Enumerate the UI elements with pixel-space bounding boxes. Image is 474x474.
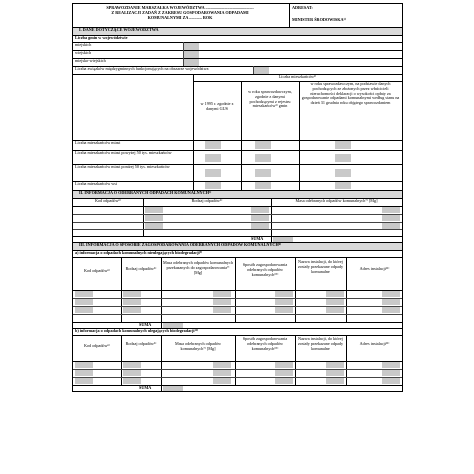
s3a-cell[interactable] (75, 291, 93, 297)
s3b-cell[interactable] (75, 362, 93, 368)
s3b-col-nazwa: Nazwa instalacji, do której zostały przekazane odpady komunalne (297, 336, 344, 351)
s3b-cell[interactable] (275, 370, 293, 376)
s3a-title: a) informacja o odpadach komunalnych nieulegających biodegradacji⁹⁾ (75, 250, 202, 255)
residents-value-cell[interactable] (205, 169, 221, 177)
report-title (75, 6, 285, 20)
s3b-cell[interactable] (382, 362, 400, 368)
residents-value-cell[interactable] (255, 141, 271, 149)
title-line-2: Z REALIZACJI ZADAŃ Z ZAKRESU GOSPODAROWANIA ODPADAMI (111, 9, 249, 15)
s3b-cell[interactable] (326, 370, 344, 376)
s2-masa-cell[interactable] (382, 215, 400, 221)
s3b-cell[interactable] (275, 362, 293, 368)
s3a-cell[interactable] (213, 291, 231, 297)
residents-value-cell[interactable] (205, 182, 221, 189)
report-form (72, 3, 403, 392)
title-line-1: SPRAWOZDANIE MARSZAŁKA WOJEWÓDZTWA .............................................. (106, 5, 254, 10)
s3a-cell[interactable] (275, 307, 293, 313)
s3b-cell[interactable] (123, 362, 141, 368)
gminy-heading: Liczba gmin w województwie (75, 35, 128, 40)
residents-value-cell[interactable] (255, 182, 271, 189)
s3a-cell[interactable] (75, 299, 93, 305)
s2-masa-cell[interactable] (382, 223, 400, 229)
gminy-value-cell[interactable] (183, 43, 199, 50)
s3a-col-nazwa: Nazwa instalacji, do której zostały przekazane odpady komunalne (297, 259, 344, 274)
residents-value-cell[interactable] (205, 141, 221, 149)
s3a-cell[interactable] (213, 299, 231, 305)
s3a-cell[interactable] (326, 299, 344, 305)
s3b-cell[interactable] (75, 370, 93, 376)
s3a-cell[interactable] (382, 291, 400, 297)
residents-row-miasta: Liczba mieszkańców miast (75, 140, 121, 145)
gminy-row-miejskie: miejskich (75, 42, 92, 47)
s3a-cell[interactable] (123, 291, 141, 297)
s3b-cell[interactable] (326, 378, 344, 384)
s3a-col-sposob: Sposób zagospodarowania odebranych odpadów komunalnych¹⁰⁾ (242, 262, 288, 277)
residents-value-cell[interactable] (255, 169, 271, 177)
s3b-cell[interactable] (382, 378, 400, 384)
s3a-cell[interactable] (123, 299, 141, 305)
gminy-row-wiejskie: wiejskich (75, 50, 92, 55)
s3b-suma-label: SUMA (139, 385, 152, 390)
s3a-cell[interactable] (382, 299, 400, 305)
s2-rodzaj-cell[interactable] (251, 207, 269, 213)
s3a-col-adres: Adres instalacji¹¹⁾ (359, 266, 390, 271)
zwiazki-value-cell[interactable] (253, 67, 269, 74)
col-rejestr-mieszkancow: w roku sprawozdawczym, zgodnie z danymi pochodzącymi z rejestru mieszkańców³⁾ gmin (248, 89, 292, 109)
s3b-cell[interactable] (213, 370, 231, 376)
residents-row-miasta-ponizej-50: Liczba mieszkańców miast poniżej 50 tys. mieszkańców (75, 164, 170, 169)
s3b-cell[interactable] (382, 370, 400, 376)
residents-heading: Liczba mieszkańców²⁾ (278, 74, 317, 79)
section-1-title: I. DANE DOTYCZĄCE WOJEWÓDZTWA (73, 28, 402, 35)
col-deklaracje: w roku sprawozdawczym, na podstawie danych pochodzących ze złożonych przez właścicieli nieruchomości deklaracji o wysokości opłaty za gospodarowanie odpadami komunalnymi według stanu na dzień 31 grudnia roku objętego sprawozdaniem (301, 81, 400, 106)
s3b-col-masa: Masa odebranych odpadów komunalnych⁷⁾ [Mg] (174, 341, 222, 351)
s2-suma-label: SUMA (251, 236, 264, 241)
s3a-cell[interactable] (275, 299, 293, 305)
s3b-title: b) informacja o odpadach komunalnych ulegających biodegradacji¹²⁾ (75, 328, 199, 333)
gminy-row-miejsko-wiejskie: miejsko-wiejskich (75, 58, 106, 63)
s3b-cell[interactable] (213, 378, 231, 384)
s3b-cell[interactable] (275, 378, 293, 384)
residents-value-cell[interactable] (335, 141, 351, 149)
s2-kod-cell[interactable] (145, 215, 163, 221)
s3a-suma-label: SUMA (139, 322, 152, 327)
address-label: ADRESAT: (292, 5, 313, 10)
col-gus-1995: w 1995 r. zgodnie z danymi GUS (200, 101, 234, 111)
s2-col-masa: Masa odebranych odpadów komunalnych⁷⁾ [Mg] (295, 198, 378, 203)
s3b-cell[interactable] (75, 378, 93, 384)
s3b-col-sposob: Sposób zagospodarowania odebranych odpadów komunalnych¹⁰⁾ (242, 336, 288, 351)
s3b-cell[interactable] (326, 362, 344, 368)
s2-masa-cell[interactable] (382, 207, 400, 213)
recipient: MINISTER ŚRODOWISKA¹⁾ (292, 17, 346, 22)
s3a-col-kod: Kod odpadów⁶⁾ (83, 268, 111, 273)
s2-col-kod: Kod odpadów⁶⁾ (94, 198, 122, 203)
gminy-value-cell[interactable] (183, 59, 199, 66)
residents-value-cell[interactable] (255, 154, 271, 162)
s2-kod-cell[interactable] (145, 223, 163, 229)
residents-row-wies: Liczba mieszkańców wsi (75, 181, 118, 186)
residents-value-cell[interactable] (335, 169, 351, 177)
s3b-cell[interactable] (213, 362, 231, 368)
residents-row-miasta-powyzej-50: Liczba mieszkańców miast powyżej 50 tys. mieszkańców (75, 150, 172, 155)
s3a-cell[interactable] (326, 307, 344, 313)
title-line-3: KOMUNALNYMI ZA ............ ROK (147, 14, 213, 20)
s2-kod-cell[interactable] (145, 207, 163, 213)
s3a-cell[interactable] (275, 291, 293, 297)
s3a-col-masa: Masa odebranych odpadów komunalnych przekazanych do zagospodarowania⁷⁾ [Mg] (163, 260, 233, 275)
s2-col-rodzaj: Rodzaj odpadów⁶⁾ (191, 198, 223, 203)
s3b-col-adres: Adres instalacji¹¹⁾ (359, 341, 390, 346)
residents-value-cell[interactable] (205, 154, 221, 162)
s3b-col-rodzaj: Rodzaj odpadów⁶⁾ (125, 341, 157, 346)
s3b-cell[interactable] (123, 378, 141, 384)
s3a-cell[interactable] (382, 307, 400, 313)
s3b-suma-cell[interactable] (163, 386, 183, 391)
s2-rodzaj-cell[interactable] (251, 223, 269, 229)
section-2-title: II. INFORMACJA O ODEBRANYCH ODPADACH KOMUNALNYCH⁵⁾ (73, 191, 402, 198)
s3a-cell[interactable] (75, 307, 93, 313)
s3a-cell[interactable] (213, 307, 231, 313)
section-3-title: III. INFORMACJA O SPOSOBIE ZAGOSPODAROWANIA ODEBRANYCH ODPADÓW KOMUNALNYCH⁸⁾ (73, 243, 402, 250)
s3a-col-rodzaj: Rodzaj odpadów⁶⁾ (125, 266, 157, 271)
s3a-cell[interactable] (123, 307, 141, 313)
s3b-col-kod: Kod odpadów⁶⁾ (83, 343, 111, 348)
residents-value-cell[interactable] (335, 182, 351, 189)
s2-rodzaj-cell[interactable] (251, 215, 269, 221)
s3b-cell[interactable] (123, 370, 141, 376)
s3a-cell[interactable] (326, 291, 344, 297)
residents-value-cell[interactable] (335, 154, 351, 162)
zwiazki-row: Liczba związków międzygminnych funkcjonujących na obszarze województwa (75, 66, 209, 71)
gminy-value-cell[interactable] (183, 51, 199, 58)
